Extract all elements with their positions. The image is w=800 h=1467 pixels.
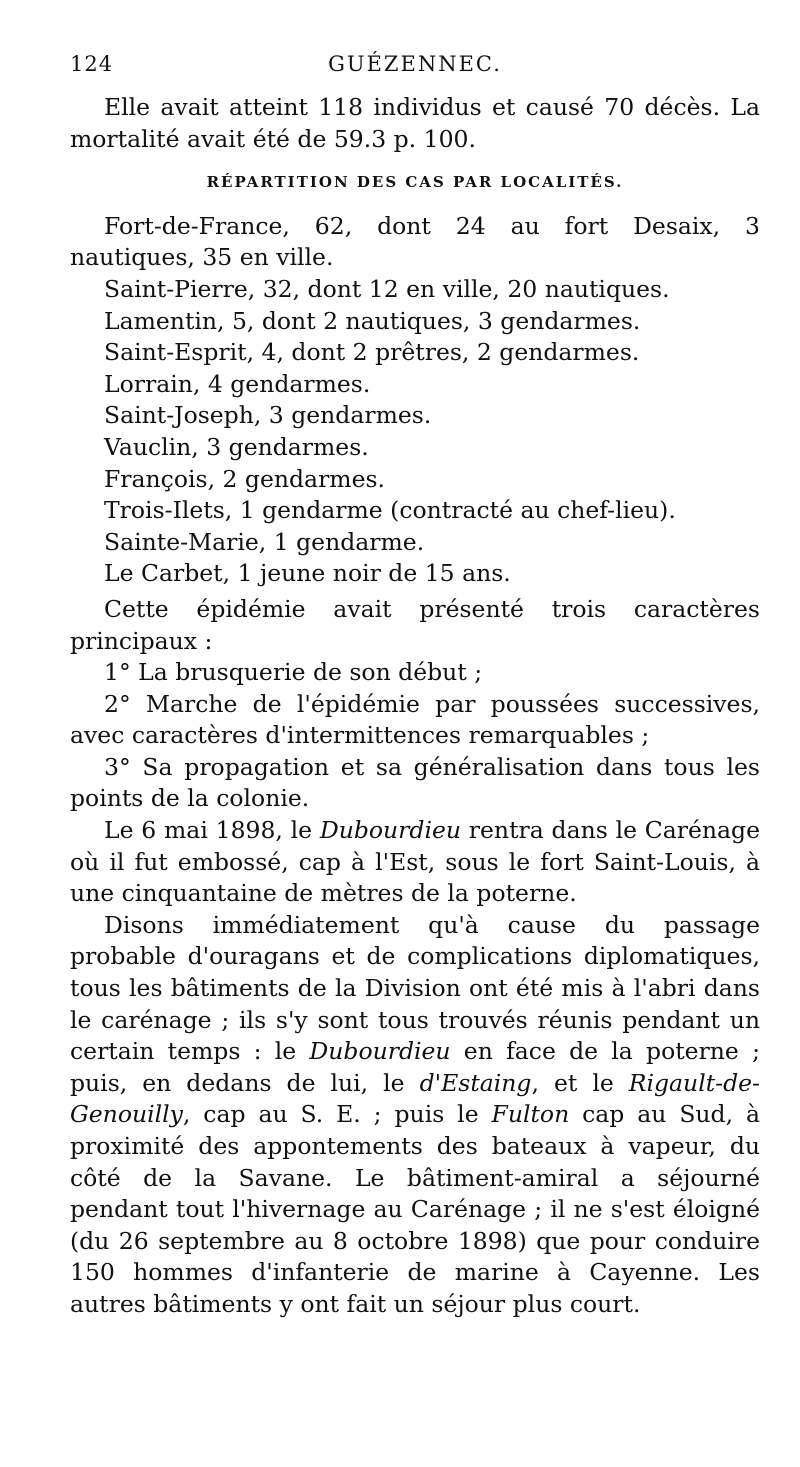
locality-item: Saint-Pierre, 32, dont 12 en ville, 20 nautiques. bbox=[104, 274, 670, 303]
text-run: Disons immédiatement qu'à cause du passage probable d'ouragans et de complications diplomatiques, tous les bâtiments de la Division ont été mis à l'abri dans le carénage ; ils s'y sont tous trouvés réunis pendant un certain temps : le bbox=[70, 910, 760, 1066]
characteristics-intro: Cette épidémie avait présenté trois caractères principaux : bbox=[70, 594, 760, 655]
text-run: rentra dans le Carénage où il fut embossé, cap à l'Est, sous le fort Saint-Louis, à une cinquantaine de mètres de la poterne. bbox=[70, 816, 760, 908]
intro-paragraph: Elle avait atteint 118 individus et causé 70 décès. La mortalité avait été de 59.3 p. 100. bbox=[70, 93, 760, 153]
dubourdieu-paragraph bbox=[70, 815, 760, 910]
locality-item: Le Carbet, 1 jeune noir de 15 ans. bbox=[104, 559, 511, 588]
locality-item: Sainte-Marie, 1 gendarme. bbox=[104, 527, 425, 556]
text-run: cap au Sud, à proximité des appontements des bateaux à vapeur, du côté de la Savane. Le bâtiment-amiral a séjourné pendant tout l'hivernage au Carénage ; il ne s'est éloigné (du 26 septembre au 8 octobre 1898) que pour conduire 150 hommes d'infanterie de marine à Cayenne. Les autres bâtiments y ont fait un séjour plus court. bbox=[70, 1100, 760, 1318]
characteristics-list bbox=[70, 657, 760, 815]
text-run: , cap au S. E. ; puis le bbox=[182, 1100, 492, 1129]
characteristic-item: 3° Sa propagation et sa généralisation dans tous les points de la colonie. bbox=[70, 752, 760, 813]
locality-item: François, 2 gendarmes. bbox=[104, 464, 386, 493]
locality-item: Trois-Ilets, 1 gendarme (contracté au chef-lieu). bbox=[104, 496, 676, 525]
division-paragraph bbox=[70, 910, 760, 1321]
page-number: 124 bbox=[70, 52, 114, 76]
locality-item: Saint-Joseph, 3 gendarmes. bbox=[104, 401, 432, 430]
locality-item: Fort-de-France, 62, dont 24 au fort Desaix, 3 nautiques, 35 en ville. bbox=[70, 211, 760, 272]
text-run: en face de la poterne ; puis, en dedans de lui, le bbox=[70, 1037, 760, 1097]
ship-name: Dubourdieu bbox=[309, 1037, 451, 1066]
locality-item: Lorrain, 4 gendarmes. bbox=[104, 369, 371, 398]
characteristic-item: 1° La brusquerie de son début ; bbox=[104, 658, 483, 687]
ship-name: Fulton bbox=[491, 1100, 570, 1129]
ship-name: Rigault-de-Genouilly bbox=[70, 1068, 760, 1129]
section-heading: RÉPARTITION DES CAS PAR LOCALITÉS. bbox=[206, 173, 624, 192]
running-head bbox=[70, 52, 760, 92]
ship-name: d'Estaing bbox=[419, 1068, 532, 1097]
text-run: Le 6 mai 1898, le bbox=[104, 816, 320, 845]
document-page bbox=[70, 52, 760, 1321]
locality-item: Vauclin, 3 gendarmes. bbox=[104, 432, 369, 461]
ship-name: Dubourdieu bbox=[319, 816, 462, 845]
localities-list bbox=[70, 211, 760, 590]
locality-item: Lamentin, 5, dont 2 nautiques, 3 gendarmes. bbox=[104, 306, 641, 335]
locality-item: Saint-Esprit, 4, dont 2 prêtres, 2 gendarmes. bbox=[104, 338, 640, 367]
running-title: GUÉZENNEC. bbox=[328, 52, 502, 76]
body-text bbox=[70, 92, 760, 1321]
text-run: , et le bbox=[531, 1068, 629, 1097]
characteristic-item: 2° Marche de l'épidémie par poussées successives, avec caractères d'intermittences remarquables ; bbox=[70, 689, 760, 750]
